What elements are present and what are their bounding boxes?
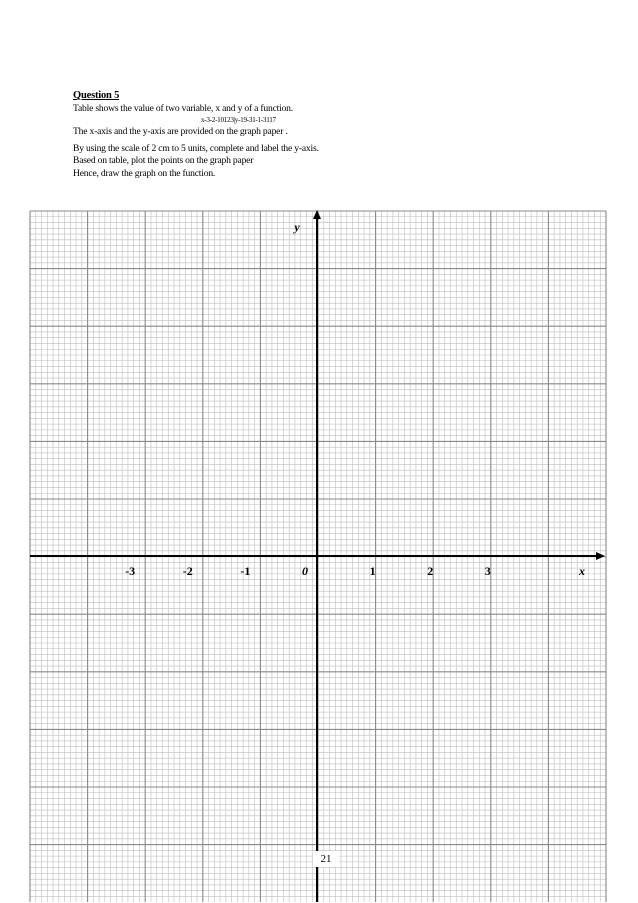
x-tick-label: -1 [240, 564, 251, 578]
x-tick-label: -2 [182, 564, 193, 578]
page-number: 21 [313, 851, 339, 867]
x-tick-label: -3 [125, 564, 136, 578]
axis-labels [125, 220, 585, 578]
origin-label: 0 [302, 564, 308, 578]
instruction-plot: Based on table, plot the points on the graph paper [73, 155, 254, 167]
x-tick-label: 3 [484, 564, 491, 578]
question-intro: Table shows the value of two variable, x and y of a function. [73, 103, 293, 114]
x-tick-label: 1 [369, 564, 376, 578]
instruction-scale: By using the scale of 2 cm to 5 units, complete and label the y-axis. [73, 142, 319, 154]
y-axis-label: y [294, 220, 300, 234]
x-axis-label: x [579, 564, 585, 578]
value-table-row: x-3-2-10123|y-19-31-1-3117 [201, 116, 276, 125]
axes-note: The x-axis and the y-axis are provided on the graph paper . [73, 126, 288, 138]
question-title: Question 5 [73, 90, 120, 101]
x-tick-label: 2 [427, 564, 434, 578]
instruction-draw: Hence, draw the graph on the function. [73, 167, 216, 179]
